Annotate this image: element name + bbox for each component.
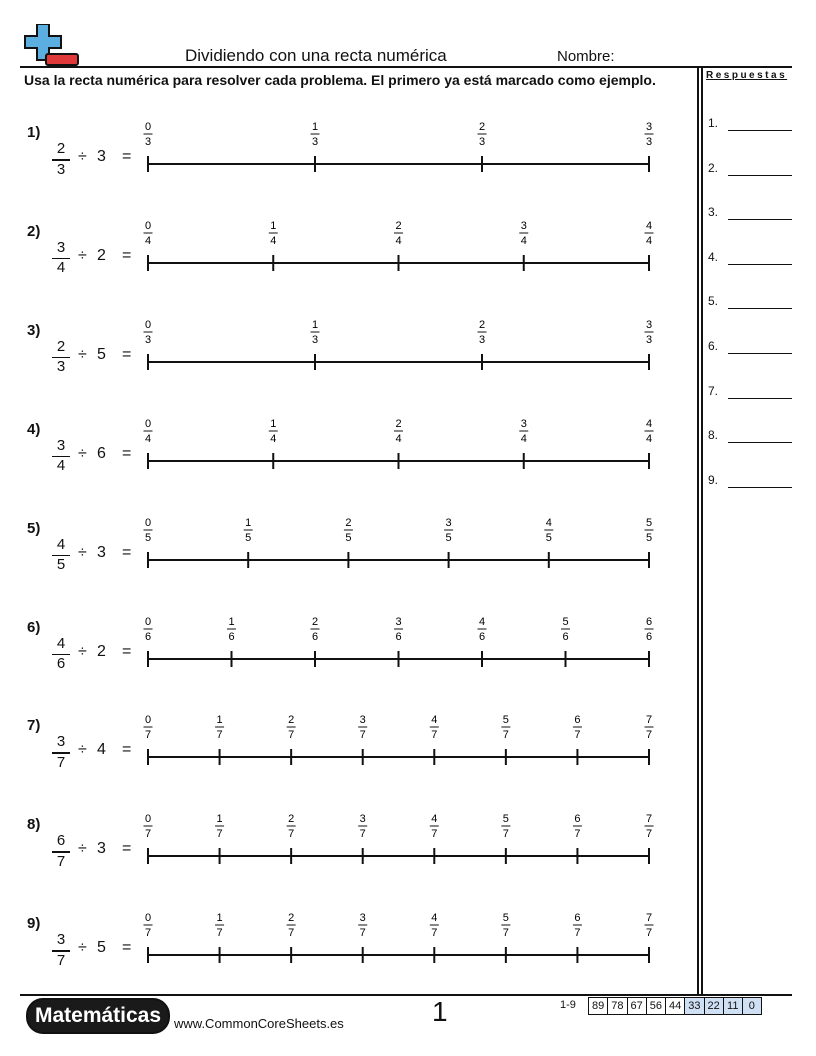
tick-label-denominator: 3 [478,136,486,148]
problem [0,813,680,896]
fraction-numerator: 3 [56,733,66,751]
tick-label-numerator: 0 [144,912,152,925]
equals-sign: = [122,840,132,858]
divisor: 3 [97,148,106,165]
score-cell: 67 [627,998,646,1015]
problem-number: 9) [27,915,41,933]
tick-label-denominator: 4 [144,432,152,445]
tick-label-numerator: 3 [645,121,653,133]
problem [0,318,680,402]
tick-label-denominator: 5 [144,531,152,544]
dividend-fraction [52,833,70,870]
fraction-denominator: 3 [56,160,66,178]
answer-blank[interactable] [728,353,792,354]
answer-number: 8. [708,428,719,443]
tick-label-numerator: 2 [478,121,486,133]
answer-blank[interactable] [728,398,792,399]
tick-label-denominator: 6 [395,630,402,643]
fraction-numerator: 6 [56,832,66,850]
tick-label-numerator: 5 [562,615,569,628]
tick-label-denominator: 3 [645,333,653,346]
tick-label-denominator: 4 [270,234,277,247]
tick-label-denominator: 7 [216,927,223,940]
answers-divider-left [697,66,699,994]
divisor: 5 [97,939,106,957]
fraction-numerator: 3 [56,931,66,949]
tick-label-denominator: 7 [431,828,438,841]
problem-number: 7) [27,717,41,735]
number-line [140,614,660,674]
problem-number: 4) [27,420,41,438]
fraction-denominator: 3 [56,358,66,376]
divide-sign: ÷ [78,741,87,759]
fraction-numerator: 3 [56,238,66,256]
fraction-denominator: 4 [56,457,66,475]
tick-label-numerator: 2 [311,615,319,628]
tick-label-numerator: 6 [574,714,581,727]
number-line [140,515,660,575]
fraction-numerator: 2 [56,337,66,355]
dividend-fraction [52,438,70,475]
tick-label-denominator: 4 [645,432,653,445]
fraction-denominator: 4 [56,259,66,277]
tick-label-denominator: 7 [574,927,581,940]
divisor: 2 [97,642,106,660]
answer-blank[interactable] [728,175,792,176]
tick-label-denominator: 6 [645,630,653,643]
tick-label-numerator: 0 [144,318,152,331]
fraction-denominator: 7 [56,753,66,771]
tick-label-numerator: 2 [395,219,402,232]
tick-label-numerator: 2 [288,714,295,727]
answer-number: 2. [708,160,719,175]
tick-label-denominator: 7 [502,729,509,742]
tick-label-numerator: 4 [545,516,552,529]
tick-label-denominator: 7 [574,828,581,841]
tick-label-numerator: 4 [431,813,438,826]
tick-label-numerator: 5 [502,714,509,727]
tick-label-numerator: 3 [359,714,366,727]
tick-label-denominator: 5 [245,531,252,544]
fraction-numerator: 2 [56,140,66,157]
tick-label-numerator: 3 [359,912,366,925]
divide-sign: ÷ [78,840,87,858]
dividend-fraction [52,240,70,277]
tick-label-numerator: 2 [345,516,352,529]
answer-line[interactable] [708,384,792,400]
answer-blank[interactable] [728,130,792,131]
dividend-fraction [52,339,70,376]
answer-number: 3. [708,205,719,220]
tick-label-numerator: 1 [228,615,235,628]
answer-line[interactable] [708,473,792,489]
tick-label-numerator: 1 [311,318,319,331]
tick-label-denominator: 7 [144,927,152,940]
answer-number: 7. [708,383,719,398]
tick-label-denominator: 6 [144,630,152,643]
number-line [140,416,660,476]
page-number: 1 [432,996,448,1027]
tick-label-numerator: 0 [144,417,152,430]
divide-sign: ÷ [78,939,87,957]
tick-label-denominator: 3 [311,333,319,346]
answer-blank[interactable] [728,442,792,443]
answer-blank[interactable] [728,487,792,488]
number-line [140,811,660,871]
tick-label-numerator: 5 [502,912,509,925]
tick-label-numerator: 3 [395,615,402,628]
tick-label-numerator: 1 [245,516,252,529]
answer-blank[interactable] [728,219,792,220]
divide-sign: ÷ [78,444,87,462]
problem-number: 3) [27,321,41,339]
tick-label-denominator: 3 [645,136,653,148]
tick-label-denominator: 3 [478,333,486,346]
divisor: 3 [97,840,106,858]
equals-sign: = [122,939,132,957]
answer-blank[interactable] [728,264,792,265]
dividend-fraction [52,636,70,673]
fraction-denominator: 7 [56,951,66,969]
tick-label-denominator: 5 [545,531,552,544]
score-range-label: 1-9 [560,999,576,1011]
fraction-numerator: 4 [56,535,66,553]
equals-sign: = [122,148,132,165]
tick-label-numerator: 3 [645,318,653,331]
answer-line[interactable] [708,161,792,177]
divide-sign: ÷ [78,148,87,165]
instructions: Usa la recta numérica para resolver cada problema. El primero ya está marcado como ejemplo. [24,72,656,88]
answer-number: 5. [708,294,719,309]
tick-label-numerator: 4 [431,714,438,727]
problem-number: 2) [27,222,41,240]
tick-label-numerator: 3 [520,417,527,430]
tick-label-denominator: 7 [359,729,366,742]
tick-label-numerator: 4 [431,912,438,925]
problem [0,615,680,699]
tick-label-numerator: 1 [216,714,223,727]
tick-label-denominator: 7 [144,729,152,742]
answer-line[interactable] [708,116,792,132]
tick-label-denominator: 6 [562,630,569,643]
answer-blank[interactable] [728,308,792,309]
number-line [140,317,660,377]
tick-label-denominator: 7 [502,927,509,940]
tick-label-numerator: 0 [144,516,152,529]
tick-label-numerator: 5 [502,813,509,826]
site-url: www.CommonCoreSheets.es [174,1016,344,1031]
tick-label-denominator: 7 [216,729,223,742]
number-line [140,218,660,278]
problem [0,219,680,303]
tick-label-numerator: 0 [144,219,152,232]
tick-label-numerator: 3 [359,813,366,826]
tick-label-numerator: 1 [270,417,277,430]
equals-sign: = [122,444,132,462]
divisor: 3 [97,543,106,561]
tick-label-numerator: 2 [288,912,295,925]
score-cell: 11 [723,998,742,1015]
equals-sign: = [122,543,132,561]
tick-label-denominator: 7 [288,927,295,940]
tick-label-numerator: 7 [645,714,653,727]
problem-number: 5) [27,519,41,537]
tick-label-denominator: 3 [144,333,152,346]
problem-number: 6) [27,618,41,636]
tick-label-denominator: 7 [431,729,438,742]
score-cell: 22 [704,998,723,1015]
tick-label-numerator: 0 [144,121,152,133]
tick-label-denominator: 5 [645,531,653,544]
problem [0,912,680,995]
tick-label-numerator: 6 [574,912,581,925]
tick-label-numerator: 4 [645,219,653,232]
answers-divider-right [701,66,703,994]
tick-label-denominator: 7 [502,828,509,841]
tick-label-numerator: 2 [395,417,402,430]
tick-label-denominator: 3 [311,136,319,148]
plus-minus-logo-icon [22,24,80,68]
score-cell: 33 [685,998,704,1015]
tick-label-denominator: 5 [445,531,452,544]
answer-line[interactable] [708,250,792,266]
tick-label-denominator: 7 [288,828,295,841]
tick-label-denominator: 4 [144,234,152,247]
answer-line[interactable] [708,428,792,444]
tick-label-numerator: 1 [311,121,319,133]
divide-sign: ÷ [78,246,87,264]
divisor: 6 [97,444,106,462]
tick-label-denominator: 7 [288,729,295,742]
fraction-denominator: 5 [56,556,66,574]
score-cell: 44 [666,998,685,1015]
dividend-fraction [52,734,70,771]
tick-label-numerator: 6 [574,813,581,826]
tick-label-denominator: 4 [520,234,527,247]
fraction-numerator: 3 [56,436,66,454]
tick-label-numerator: 6 [645,615,653,628]
tick-label-numerator: 7 [645,912,653,925]
tick-label-numerator: 4 [645,417,653,430]
tick-label-numerator: 1 [216,912,223,925]
problem [0,714,680,797]
tick-label-denominator: 7 [359,927,366,940]
answer-line[interactable] [708,339,792,355]
divide-sign: ÷ [78,642,87,660]
tick-label-denominator: 7 [645,828,653,841]
tick-label-numerator: 0 [144,714,152,727]
number-line [140,119,660,179]
divide-sign: ÷ [78,543,87,561]
score-cell: 0 [742,998,761,1015]
tick-label-denominator: 6 [478,630,486,643]
fraction-numerator: 4 [56,634,66,652]
problem-number: 1) [27,124,41,141]
tick-label-numerator: 2 [478,318,486,331]
number-line [140,712,660,772]
tick-label-numerator: 1 [216,813,223,826]
problem [0,417,680,501]
tick-label-denominator: 6 [228,630,235,643]
answers-heading: Respuestas [706,70,788,81]
tick-label-denominator: 5 [345,531,352,544]
answer-number: 1. [708,116,719,130]
worksheet-title: Dividiendo con una recta numérica [185,46,447,65]
tick-label-denominator: 7 [216,828,223,841]
tick-label-denominator: 4 [645,234,653,247]
tick-label-denominator: 3 [144,136,152,148]
divide-sign: ÷ [78,345,87,363]
divisor: 5 [97,345,106,363]
score-cell: 78 [608,998,627,1015]
tick-label-denominator: 7 [645,927,653,940]
tick-label-numerator: 1 [270,219,277,232]
tick-label-denominator: 4 [270,432,277,445]
tick-label-denominator: 7 [574,729,581,742]
score-cell: 56 [646,998,665,1015]
equals-sign: = [122,741,132,759]
brand-badge: Matemáticas [26,998,170,1034]
tick-label-denominator: 4 [395,234,402,247]
problem [0,121,680,204]
score-cell: 89 [589,998,608,1015]
tick-label-denominator: 6 [311,630,319,643]
tick-label-numerator: 4 [478,615,486,628]
dividend-fraction [52,141,70,178]
fraction-denominator: 7 [56,852,66,870]
tick-label-denominator: 7 [359,828,366,841]
divisor: 2 [97,246,106,264]
number-line [140,910,660,970]
tick-label-denominator: 4 [395,432,402,445]
tick-label-denominator: 7 [431,927,438,940]
tick-label-numerator: 0 [144,813,152,826]
equals-sign: = [122,642,132,660]
tick-label-numerator: 3 [445,516,452,529]
equals-sign: = [122,246,132,264]
score-table [588,997,762,1015]
tick-label-numerator: 7 [645,813,653,826]
dividend-fraction [52,537,70,574]
tick-label-denominator: 7 [144,828,152,841]
divisor: 4 [97,741,106,759]
answer-line[interactable] [708,294,792,310]
tick-label-numerator: 3 [520,219,527,232]
header-divider [20,66,792,68]
answer-number: 4. [708,249,719,264]
name-label: Nombre: [557,48,615,65]
tick-label-denominator: 4 [520,432,527,445]
answer-line[interactable] [708,205,792,221]
answer-number: 9. [708,472,719,487]
tick-label-denominator: 7 [645,729,653,742]
equals-sign: = [122,345,132,363]
fraction-denominator: 6 [56,655,66,672]
tick-label-numerator: 0 [144,615,152,628]
problem-number: 8) [27,816,41,834]
dividend-fraction [52,932,70,969]
answer-number: 6. [708,339,719,353]
tick-label-numerator: 5 [645,516,653,529]
tick-label-numerator: 2 [288,813,295,826]
problem [0,516,680,600]
